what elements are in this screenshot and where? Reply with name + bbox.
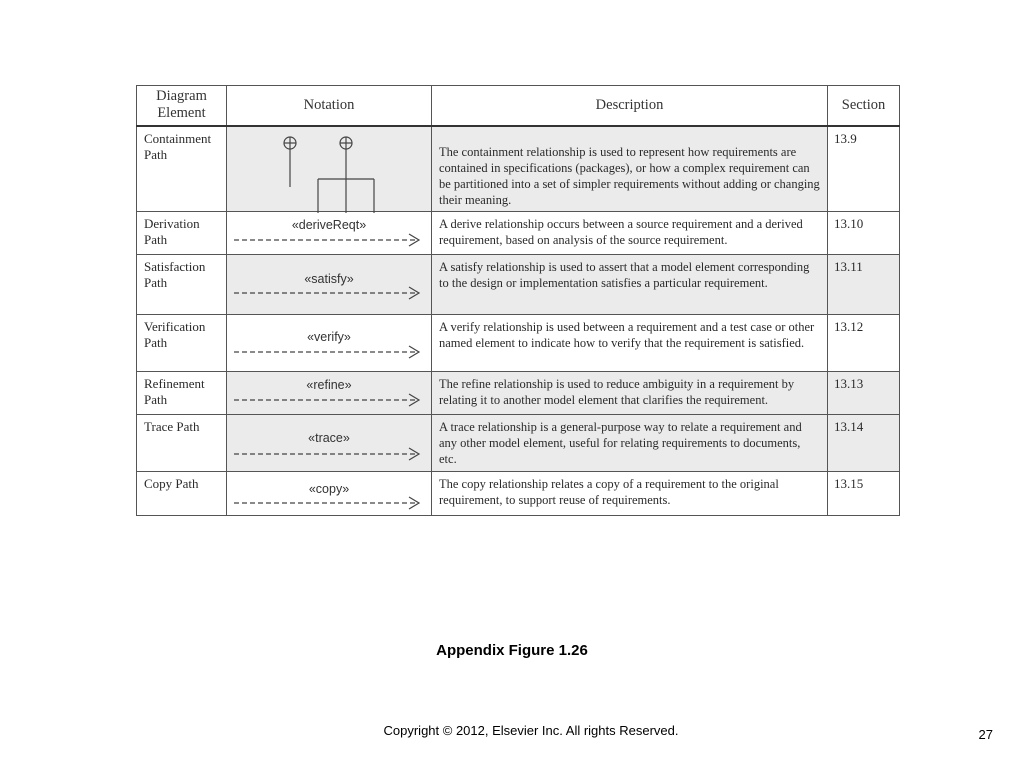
table-row — [137, 255, 900, 315]
element-cell: Refinement Path — [137, 372, 227, 415]
notation-cell — [227, 315, 432, 372]
dashed-arrow-icon — [233, 286, 423, 300]
section-cell: 13.15 — [828, 472, 900, 516]
notation-cell — [227, 472, 432, 516]
table-row — [137, 315, 900, 372]
table-header-row — [137, 86, 900, 126]
element-cell: Verification Path — [137, 315, 227, 372]
requirements-notation-table — [136, 85, 900, 516]
section-cell: 13.14 — [828, 415, 900, 472]
dashed-arrow-icon — [233, 447, 423, 461]
element-cell: Satisfaction Path — [137, 255, 227, 315]
copyright-footer: Copyright © 2012, Elsevier Inc. All rights Reserved. — [383, 723, 679, 738]
section-cell: 13.12 — [828, 315, 900, 372]
stereotype-label: «satisfy» — [304, 272, 354, 286]
notation-cell — [227, 126, 432, 212]
stereotype-label: «refine» — [306, 378, 352, 392]
notation-cell — [227, 415, 432, 472]
stereotype-label: «trace» — [308, 431, 350, 445]
section-cell: 13.10 — [828, 212, 900, 255]
header-section: Section — [828, 86, 900, 126]
notation-cell — [227, 255, 432, 315]
description-cell: The copy relationship relates a copy of a requirement to the original requirement, to support reuse of requirements. — [432, 472, 828, 516]
notation-cell — [227, 372, 432, 415]
section-cell: 13.13 — [828, 372, 900, 415]
page-number: 27 — [978, 727, 993, 742]
header-description: Description — [432, 86, 828, 126]
header-notation: Notation — [227, 86, 432, 126]
section-cell: 13.11 — [828, 255, 900, 315]
figure-caption: Appendix Figure 1.26 — [436, 642, 588, 659]
description-cell: The refine relationship is used to reduce ambiguity in a requirement by relating it to another model element that clarifies the requirement. — [432, 372, 828, 415]
description-cell — [432, 126, 828, 212]
header-diagram-element: Diagram Element — [137, 86, 227, 126]
containment-tree-icon — [277, 131, 437, 213]
element-cell: Derivation Path — [137, 212, 227, 255]
notation-cell — [227, 212, 432, 255]
table-row — [137, 212, 900, 255]
table-row — [137, 126, 900, 212]
stereotype-label: «copy» — [308, 482, 350, 496]
description-cell: A satisfy relationship is used to assert that a model element corresponding to the design or implementation satisfies a particular requirement. — [432, 255, 828, 315]
dashed-arrow-icon — [233, 393, 423, 407]
table-row — [137, 472, 900, 516]
description-cell: A verify relationship is used between a requirement and a test case or other named element to indicate how to verify that the requirement is satisfied. — [432, 315, 828, 372]
element-cell: Trace Path — [137, 415, 227, 472]
table-row — [137, 415, 900, 472]
element-cell: Copy Path — [137, 472, 227, 516]
stereotype-label: «deriveReqt» — [291, 218, 367, 232]
table-row — [137, 372, 900, 415]
section-cell: 13.9 — [828, 126, 900, 212]
dashed-arrow-icon — [233, 345, 423, 359]
dashed-arrow-icon — [233, 496, 423, 510]
element-cell: Containment Path — [137, 126, 227, 212]
description-text: The containment relationship is used to represent how requirements are contained in specifications (packages), or how a complex requirement can be partitioned into a set of simpler requirements without adding or changing their meaning. — [439, 144, 820, 207]
description-cell: A trace relationship is a general-purpose way to relate a requirement and any other model element, useful for relating requirements to documents, etc. — [432, 415, 828, 472]
description-cell: A derive relationship occurs between a source requirement and a derived requirement, based on analysis of the source requirement. — [432, 212, 828, 255]
dashed-arrow-icon — [233, 233, 423, 247]
stereotype-label: «verify» — [307, 330, 351, 344]
